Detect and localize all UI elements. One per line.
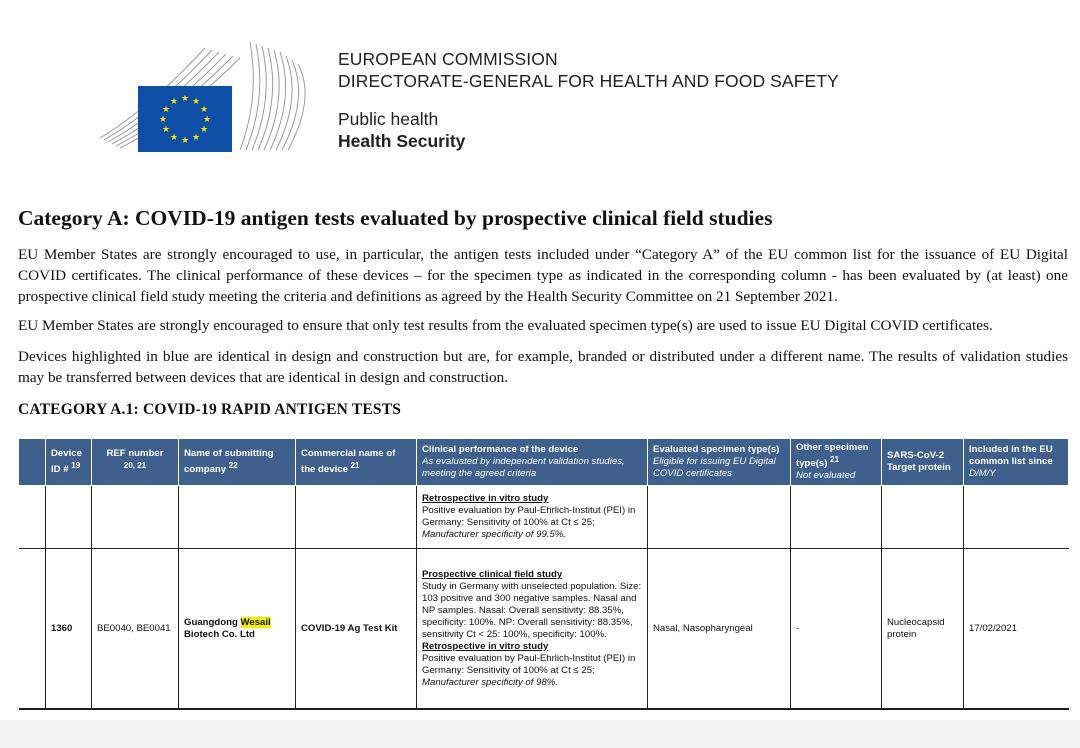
- organization-header: [338, 48, 839, 152]
- header-other-specimen: Other specimen type(s) $^{21}$ Not evaluated: [791, 439, 882, 486]
- unit-name: Public health: [338, 109, 439, 129]
- header-ref: REF number $^{20, 21}$: [92, 439, 179, 486]
- svg-text:★: ★: [161, 105, 171, 115]
- svg-text:★: ★: [161, 125, 171, 135]
- header-specimen-types: Evaluated specimen type(s) Eligible for issuing EU Digital COVID certificates: [648, 439, 791, 486]
- table-row: [19, 486, 1069, 549]
- table-row: [19, 549, 1069, 710]
- header-target-protein: SARS-CoV-2 Target protein: [882, 439, 964, 486]
- header-commercial-name: Commercial name of the device $^{21}$: [296, 439, 417, 486]
- intro-paragraph-3: Devices highlighted in blue are identical in design and construction but are, for example, branded or distributed under a different name. The results of validation studies may be transferred between devices that are identical in design and construction.: [18, 348, 1068, 386]
- intro-paragraph-2: EU Member States are strongly encouraged to ensure that only test results from the evaluated specimen type(s) are used to issue EU Digital COVID certificates.: [18, 317, 993, 334]
- header-blank: [19, 439, 46, 486]
- european-commission-logo: [90, 38, 320, 154]
- page-title: Category A: COVID-19 antigen tests evaluated by prospective clinical field studies: [18, 206, 773, 230]
- clinical-performance-cell: Prospective clinical field study Study in Germany with unselected population. Size: 103 positive and 300 negative samples. Nasal and NP samples. Nasal: Overall sensitivity: 88.35%, specificity: 100%. NP: Overall sensitivity: 88.35%, sensitivity Ct < 25: 100%, specificity: 100%. Retrospective in vitro study Positive evaluation by Paul-Ehrlich-Institut (PEI) in Germany: Sensitivity of 100% at Ct ≤ 25; Manufacturer specificity of 98%.: [417, 549, 648, 710]
- directorate-name: DIRECTORATE-GENERAL FOR HEALTH AND FOOD SAFETY: [338, 71, 839, 91]
- header-device-id: Device ID # $^{19}$: [46, 439, 92, 486]
- svg-text:★: ★: [158, 115, 168, 125]
- table-header-row: [19, 439, 1069, 486]
- svg-text:★: ★: [180, 136, 190, 146]
- page-footer-band: [0, 720, 1080, 748]
- clinical-performance-cell: Retrospective in vitro study Positive evaluation by Paul-Ehrlich-Institut (PEI) in Germany: Sensitivity of 100% at Ct ≤ 25; Manufacturer specificity of 99.5%.: [417, 486, 648, 549]
- included-date-cell: 17/02/2021: [964, 549, 1069, 710]
- org-name: EUROPEAN COMMISSION: [338, 49, 558, 69]
- header-included-since: Included in the EU common list since D/M/Y: [964, 439, 1069, 486]
- intro-paragraph-1: EU Member States are strongly encouraged to use, in particular, the antigen tests included under “Category A” of the EU common list for the issuance of EU Digital COVID certificates. The clinical performance of these devices – for the specimen type as indicated in the corresponding column - has been evaluated by (at least) one prospective clinical field study meeting the criteria and definitions as agreed by the Health Security Committee on 21 September 2021.: [18, 246, 1068, 305]
- header-company: Name of submitting company $^{22}$: [179, 439, 296, 486]
- header-clinical-performance: Clinical performance of the device As evaluated by independent validation studies, meeting the agreed criteria: [417, 439, 648, 486]
- target-protein-cell: Nucleocapsid protein: [882, 549, 964, 710]
- antigen-tests-table: [18, 438, 1069, 710]
- svg-text:★: ★: [202, 115, 212, 125]
- svg-text:★: ★: [191, 133, 201, 143]
- section-title: CATEGORY A.1: COVID-19 RAPID ANTIGEN TESTS: [18, 401, 402, 418]
- device-id-cell: 1360: [46, 549, 92, 710]
- specimen-type-cell: Nasal, Nasopharyngeal: [648, 549, 791, 710]
- commercial-name-cell: COVID-19 Ag Test Kit: [296, 549, 417, 710]
- svg-text:★: ★: [191, 97, 201, 107]
- unit-subname: Health Security: [338, 131, 466, 151]
- company-cell: Guangdong Wesail Biotech Co. Ltd: [179, 549, 296, 710]
- svg-text:★: ★: [180, 94, 190, 104]
- svg-text:★: ★: [169, 133, 179, 143]
- svg-text:★: ★: [169, 97, 179, 107]
- svg-text:★: ★: [199, 105, 209, 115]
- other-specimen-cell: -: [791, 549, 882, 710]
- ref-number-cell: BE0040, BE0041: [92, 549, 179, 710]
- svg-text:★: ★: [199, 125, 209, 135]
